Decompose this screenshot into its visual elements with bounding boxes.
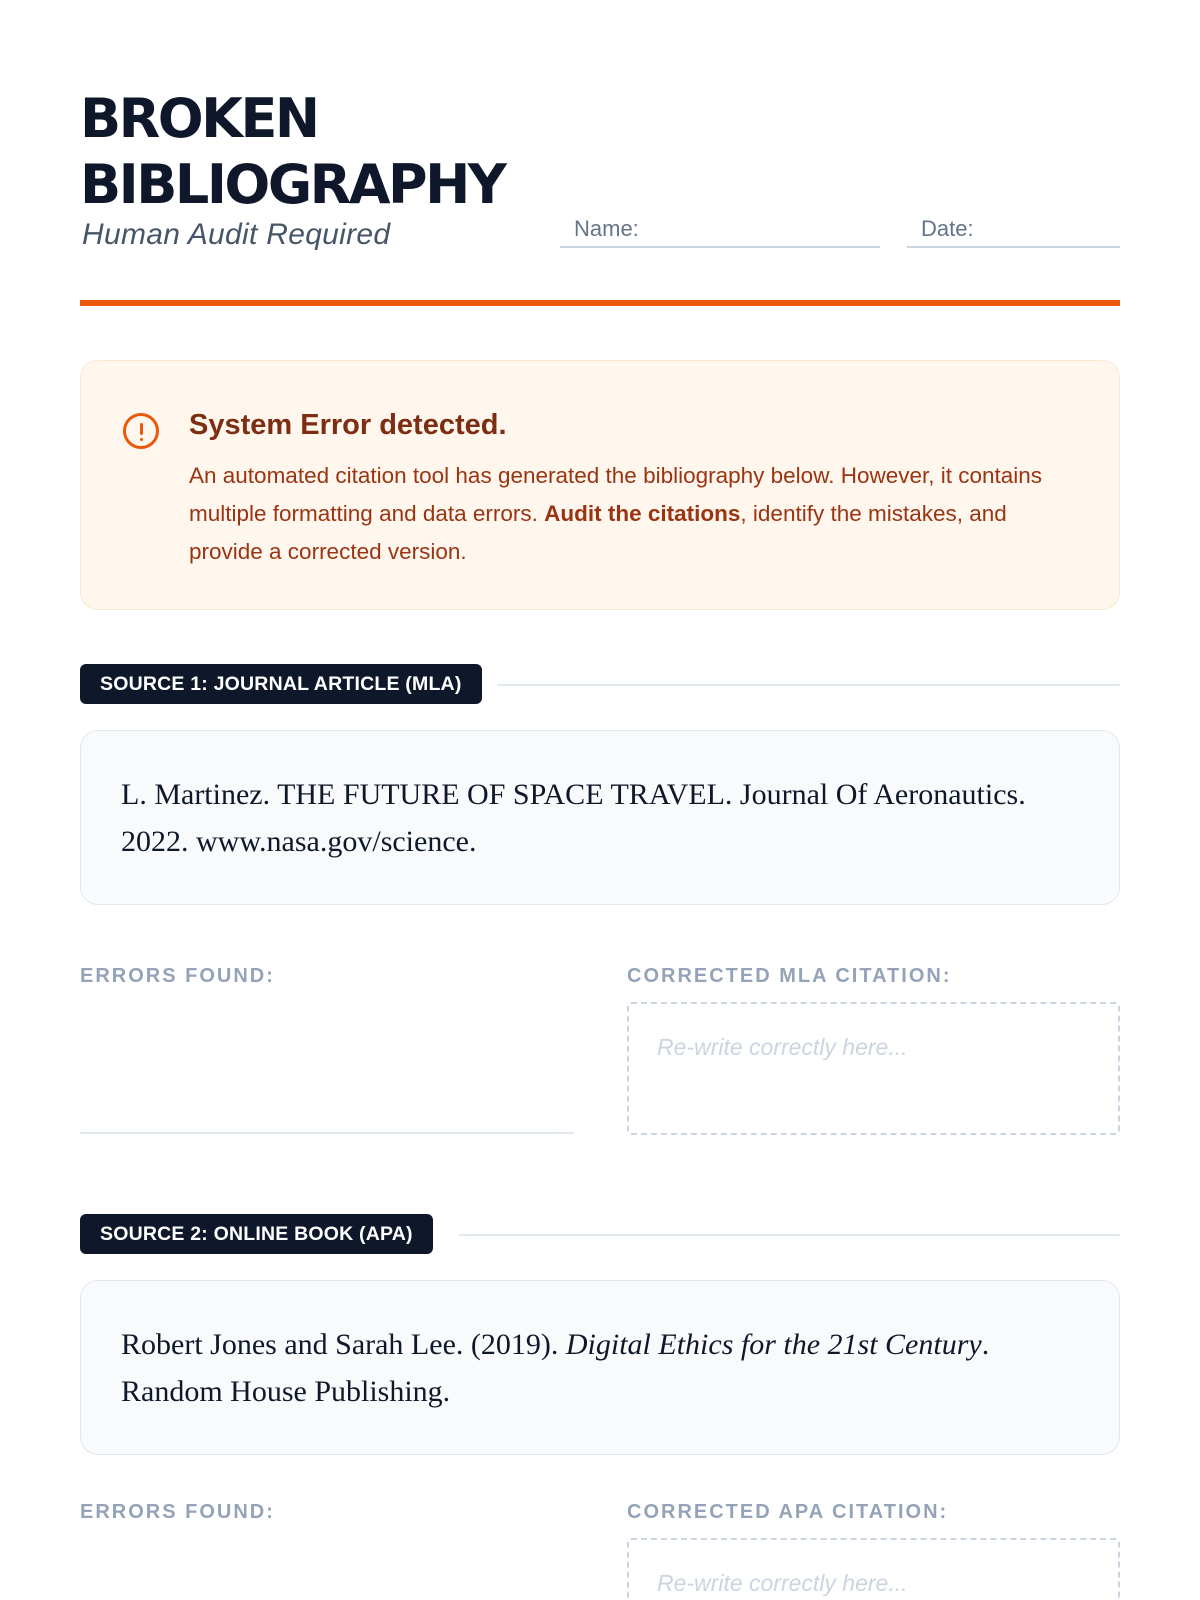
alert-circle-icon (123, 413, 159, 449)
source-1-badge: SOURCE 1: JOURNAL ARTICLE (MLA) (80, 664, 482, 704)
source-1-corrected-label: CORRECTED MLA CITATION: (627, 965, 952, 987)
source-2-citation-publisher: . Random House Publishing. (121, 1328, 990, 1408)
source-2-citation-box (80, 1280, 1120, 1455)
title-line-2: BIBLIOGRAPHY (80, 153, 505, 216)
source-1-citation: L. Martinez. THE FUTURE OF SPACE TRAVEL. Journal Of Aeronautics. 2022. www.nasa.gov/science. (121, 778, 1026, 858)
alert-body (189, 457, 1069, 571)
system-error-alert (80, 360, 1120, 610)
name-field[interactable] (560, 210, 880, 248)
source-2-errors-label: ERRORS FOUND: (80, 1501, 275, 1523)
title-line-1: BROKEN (80, 87, 318, 150)
source-2-rewrite-placeholder: Re-write correctly here... (657, 1570, 908, 1596)
source-1-errors-label: ERRORS FOUND: (80, 965, 275, 987)
source-1-errors-answer-line[interactable] (80, 1132, 574, 1134)
source-2-citation (121, 1321, 1081, 1415)
source-2-badge: SOURCE 2: ONLINE BOOK (APA) (80, 1214, 433, 1254)
source-1-rewrite-placeholder: Re-write correctly here... (657, 1034, 908, 1060)
name-label: Name: (574, 216, 639, 241)
source-2-corrected-label: CORRECTED APA CITATION: (627, 1501, 949, 1523)
source-1-citation-box (80, 730, 1120, 905)
date-label: Date: (921, 216, 974, 241)
source-1-rewrite-box[interactable] (627, 1002, 1120, 1135)
source-1-header (80, 664, 1120, 704)
source-2-divider (459, 1234, 1120, 1236)
header-divider (80, 300, 1120, 306)
alert-body-emphasis: Audit the citations (544, 501, 741, 526)
date-field[interactable] (907, 210, 1120, 248)
alert-body-text-1: An automated citation tool has generated the bibliography below. However, it contains multiple formatting and data errors. (189, 463, 1043, 526)
source-1-divider (497, 684, 1120, 686)
source-2-rewrite-box[interactable] (627, 1538, 1120, 1600)
worksheet-page (80, 0, 1120, 1600)
source-2-header (80, 1214, 1120, 1254)
alert-title: System Error detected. (189, 409, 507, 441)
source-2-citation-authors: Robert Jones and Sarah Lee. (2019). (121, 1328, 566, 1361)
alert-body-text-2: , identify the mistakes, and provide a corrected version. (189, 501, 1007, 564)
page-title (80, 86, 504, 218)
page-subtitle: Human Audit Required (82, 218, 391, 251)
source-2-citation-title: Digital Ethics for the 21st Century (565, 1328, 982, 1361)
